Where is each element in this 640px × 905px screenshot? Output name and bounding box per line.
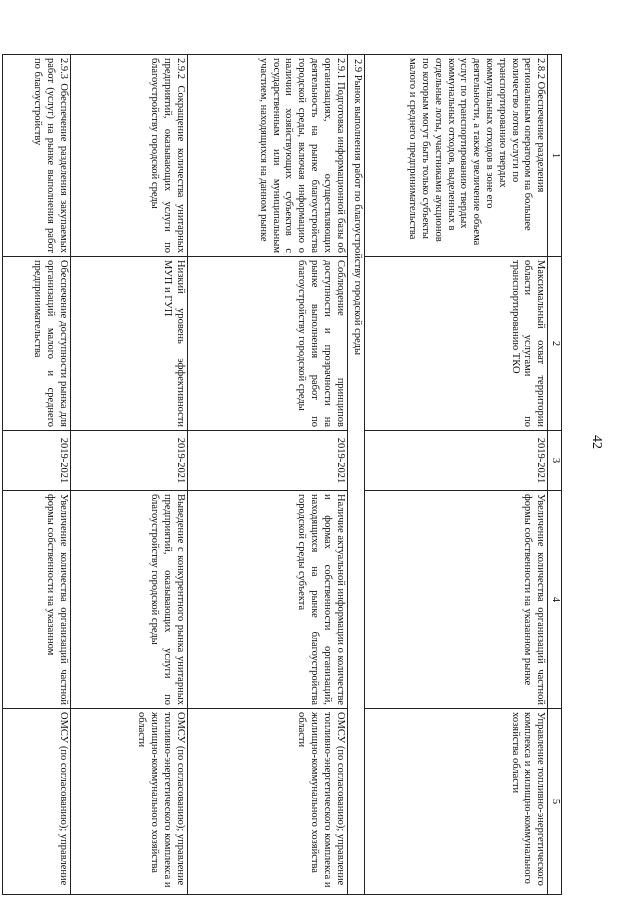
column-header-3: 3: [548, 431, 562, 491]
column-header-2: 2: [548, 257, 562, 431]
rotated-table-container: [2, 54, 562, 894]
period-cell: 2019-2021: [364, 431, 548, 491]
goal-cell: Максимальный охват территории области услугами по транспортированию ТКО: [364, 257, 548, 431]
column-header-5: 5: [548, 709, 562, 895]
measures-table: [2, 54, 562, 895]
table-row: [3, 55, 71, 895]
responsible-cell: Управление топливно-энергетического комплекса и жилищно-коммунального хозяйства области: [364, 709, 548, 895]
period-cell: 2019-2021: [70, 431, 187, 491]
measure-cell: 2.9.2 Сокращение количества унитарных предприятий, оказывающих услуги по благоустройству городской среды: [70, 55, 187, 257]
section-title: 2.9 Рынок выполнения работ по благоустройству городской среды: [347, 55, 364, 895]
result-cell: Выведение с конкурентного рынка унитарных предприятий, оказывающих услуги по благоустройству городской среды: [70, 491, 187, 709]
header-row: [548, 55, 562, 895]
goal-cell: Обеспечение доступности рынка для организаций малого и среднего предпринимательства: [3, 257, 71, 431]
measure-cell: 2.8.2 Обеспечение разделения региональным оператором на большее количество лотов услуги по транспортированию твердых коммунальных отходов в зоне его деятельности, а также увеличение объема услуг по транспортированию твердых коммунальных отходов, выделенных в отдельные лоты, участниками аукционов по которым могут быть только субъекты малого и среднего предпринимательства: [364, 55, 548, 257]
column-header-4: 4: [548, 491, 562, 709]
goal-cell: Низкий уровень эффективности МУП и ГУП: [70, 257, 187, 431]
result-cell: Увеличение количества организаций частной формы собственности на указанном: [3, 491, 71, 709]
table-row: [364, 55, 548, 895]
goal-cell: Соблюдение принципов доступности и прозрачности на рынке выполнения работ по благоустройству городской среды: [187, 257, 347, 431]
responsible-cell: ОМСУ (по согласованию); управление топливно-энергетического комплекса и жилищно-коммунального хозяйства области: [187, 709, 347, 895]
column-header-1: 1: [548, 55, 562, 257]
responsible-cell: ОМСУ (по согласованию); управление: [3, 709, 71, 895]
period-cell: 2019-2021: [3, 431, 71, 491]
result-cell: Наличие актуальной информации о количестве и формах собственности организаций, находящихся на рынке благоустройства городской среды субъекта: [187, 491, 347, 709]
page-number: 42: [589, 435, 604, 449]
section-row: [347, 55, 364, 895]
period-cell: 2019-2021: [187, 431, 347, 491]
measure-cell: 2.9.1 Подготовка информационной базы об организациях, осуществляющих деятельность на рынке благоустройства городской среды, включая информацию о наличии хозяйствующих субъектов с государственным или муниципальным участием, находящихся на данном рынке: [187, 55, 347, 257]
responsible-cell: ОМСУ (по согласованию); управление топливно-энергетического комплекса и жилищно-коммунального хозяйства области: [70, 709, 187, 895]
table-row: [187, 55, 347, 895]
measure-cell: 2.9.3 Обеспечение разделения закупаемых работ (услуг) на рынке выполнения работ по благоустройству: [3, 55, 71, 257]
result-cell: Увеличение количества организаций частной формы собственности на указанном рынке: [364, 491, 548, 709]
table-row: [70, 55, 187, 895]
